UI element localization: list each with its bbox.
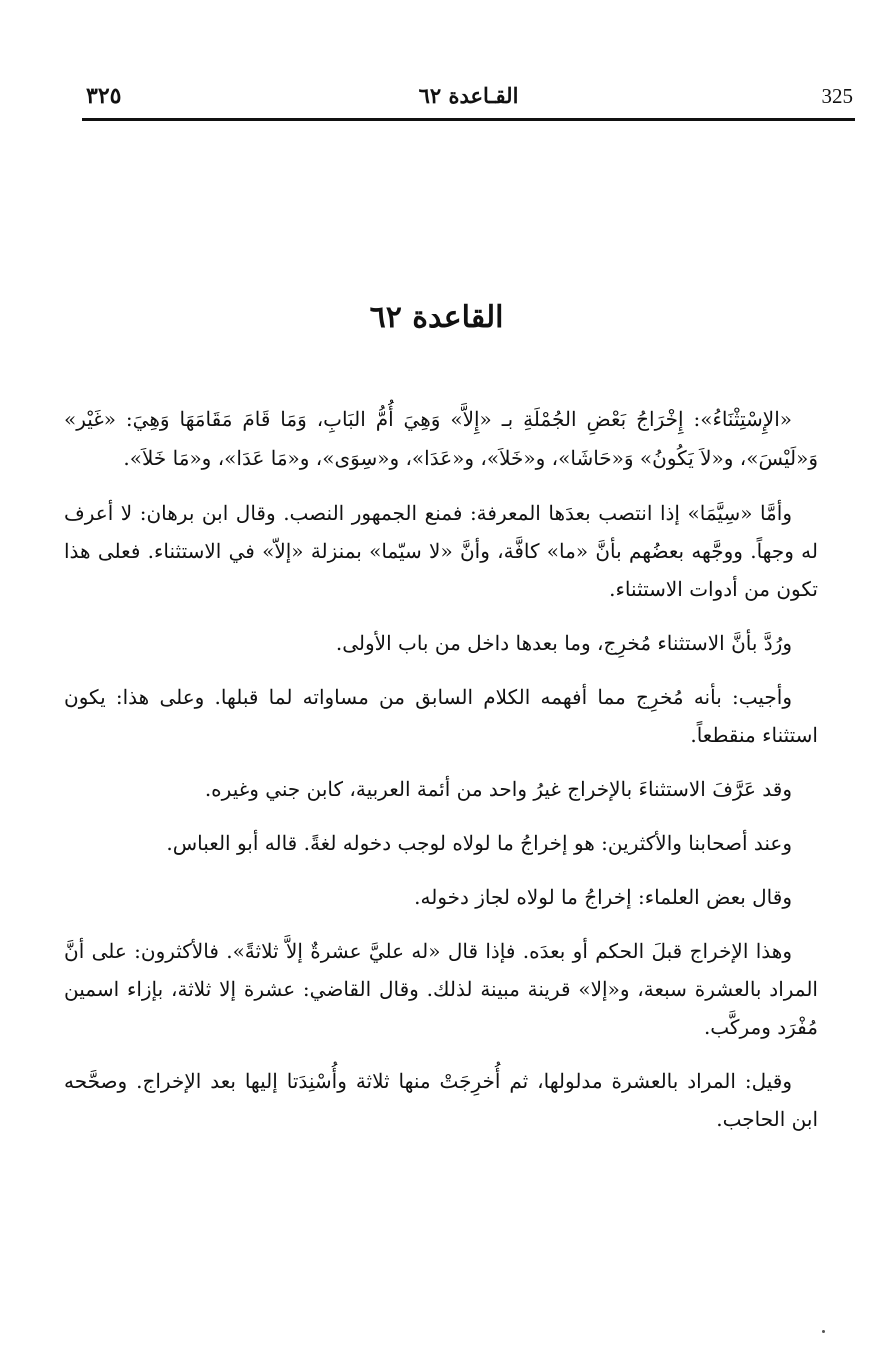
paragraph: وأمَّا «سِيَّمَا» إذا انتصب بعدَها المعرفة: فمنع الجمهور النصب. وقال ابن برهان: لا أعرف له وجهاً. ووجَّهه بعضُهم بأنَّ «ما» كافَّة، وأنَّ «لا سيّما» بمنزلة «إلاّ» في الاستثناء. فعلى هذا تكون من أدوات الاستثناء. (64, 501, 818, 601)
paragraph: وعند أصحابنا والأكثرين: هو إخراجُ ما لولاه لوجب دخوله لغةً. قاله أبو العباس. (166, 831, 792, 855)
section-title: القاعدة ٦٢ (369, 300, 504, 335)
paragraph: وقيل: المراد بالعشرة مدلولها، ثم أُخرِجَتْ منها ثلاثة وأُسْنِدَتا إليها بعد الإخراج. وصحَّحه ابن الحاجب. (64, 1069, 818, 1131)
page-number-arabic: ٣٢٥ (86, 83, 122, 109)
page-header (82, 76, 855, 118)
running-title: القـاعدة ٦٢ (418, 83, 519, 108)
body-text (64, 400, 818, 1154)
paragraph: وهذا الإخراج قبلَ الحكم أو بعدَه. فإذا قال «له عليَّ عشرةٌ إلاَّ ثلاثةً». فالأكثرون: على أنَّ المراد بالعشرة سبعة، و«إلا» قرينة مبينة لذلك. وقال القاضي: عشرة إلا ثلاثة، بإزاء اسمين مُفْرَد ومركَّب. (64, 939, 818, 1039)
page-number-latin: 325 (821, 84, 853, 108)
paragraph: وقد عَرَّفَ الاستثناءَ بالإخراج غيرُ واحد من أئمة العربية، كابن جني وغيره. (204, 777, 792, 801)
header-rule (82, 118, 855, 121)
paragraph-definition: «الإِسْتِثْنَاءُ»: إِخْرَاجُ بَعْضِ الجُمْلَةِ بـ «إِلاَّ» وَهِيَ أُمُّ البَابِ، وَمَا قَامَ مَقَامَهَا وَهِيَ: «غَيْر» وَ«لَيْسَ»، و«لاَ يَكُونُ» وَ«حَاشَا»، و«خَلاَ»، و«عَدَا»، و«سِوَى»، و«مَا عَدَا»، و«مَا خَلاَ». (64, 407, 818, 470)
paragraph: وقال بعض العلماء: إخراجُ ما لولاه لجاز دخوله. (414, 885, 792, 909)
paragraph: ورُدَّ بأنَّ الاستثناء مُخرِج، وما بعدها داخل من باب الأولى. (335, 631, 792, 655)
print-speck (822, 1330, 825, 1333)
paragraph: وأجيب: بأنه مُخرِج مما أفهمه الكلام السابق من مساواته لما قبلها. وعلى هذا: يكون استثناء منقطعاً. (64, 685, 818, 747)
